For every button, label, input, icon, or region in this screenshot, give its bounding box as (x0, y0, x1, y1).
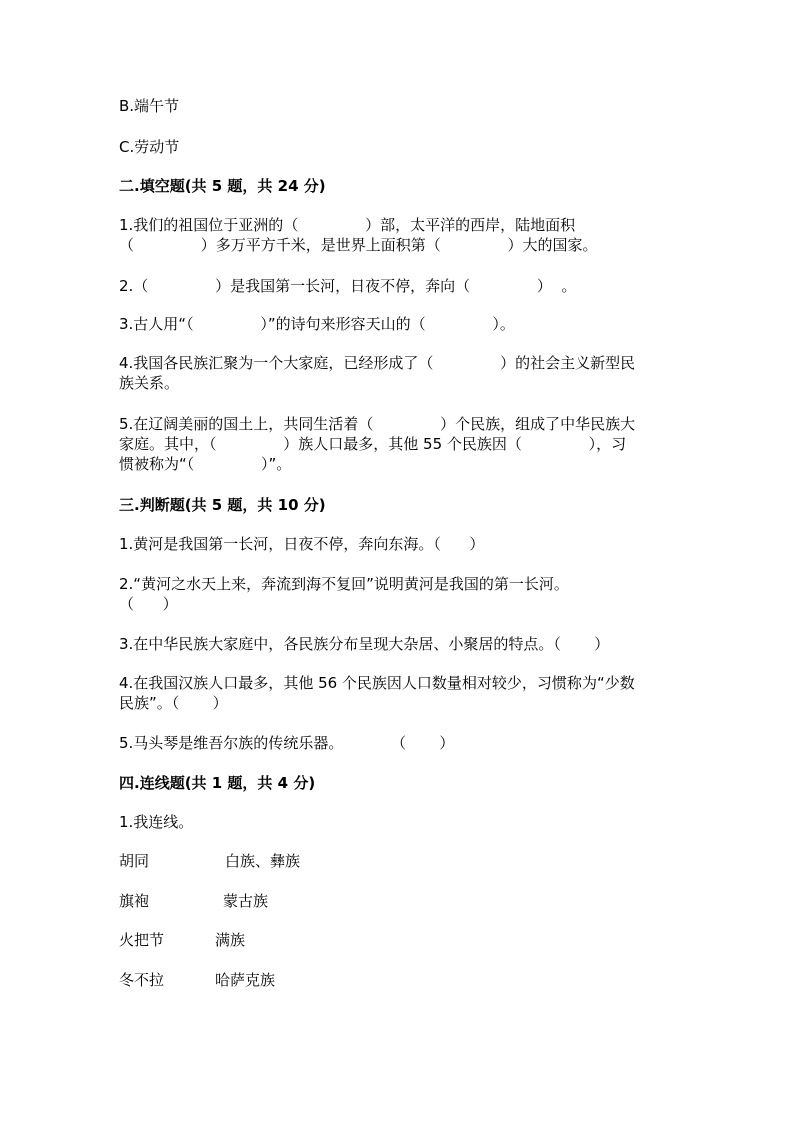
match-right-item: 满族 (215, 931, 246, 949)
match-left-item: 旗袍 (119, 892, 150, 910)
match-left-item: 胡同 (119, 852, 150, 870)
match-q1: 1.我连线。 (119, 813, 194, 831)
option-b: B.端午节 (119, 97, 180, 115)
option-c: C.劳动节 (119, 138, 180, 156)
fill-q5-line3: 惯被称为“（ ）”。 (119, 455, 292, 473)
section-title-matching: 四.连线题(共 1 题，共 4 分) (119, 774, 316, 792)
match-right-item: 哈萨克族 (215, 971, 276, 989)
tf-q2-line2: （ ） (119, 595, 178, 613)
tf-q1: 1.黄河是我国第一长河，日夜不停，奔向东海。（ ） (119, 535, 485, 553)
match-left-item: 火把节 (119, 931, 165, 949)
tf-q2-line1: 2.“黄河之水天上来，奔流到海不复回”说明黄河是我国的第一长河。 (119, 575, 569, 593)
fill-q5-line2: 家庭。其中，（ ）族人口最多，其他 55 个民族因（ ），习 (119, 435, 627, 453)
match-left-item: 冬不拉 (119, 971, 165, 989)
section-title-fill-blank: 二.填空题(共 5 题，共 24 分) (119, 177, 326, 195)
tf-q4-line2: 民族”。（ ） (119, 694, 228, 712)
match-right-item: 白族、彝族 (225, 852, 301, 870)
fill-q1-line1: 1.我们的祖国位于亚洲的（ ）部，太平洋的西岸，陆地面积 (119, 216, 576, 234)
fill-q3: 3.古人用“（ ）”的诗句来形容天山的（ ）。 (119, 315, 515, 333)
tf-q4-line1: 4.在我国汉族人口最多，其他 56 个民族因人口数量相对较少，习惯称为“少数 (119, 674, 635, 692)
tf-q3: 3.在中华民族大家庭中，各民族分布呈现大杂居、小聚居的特点。（ ） (119, 635, 610, 653)
fill-q2: 2.（ ）是我国第一长河，日夜不停，奔向（ ） 。 (119, 277, 577, 295)
tf-q5: 5.马头琴是维吾尔族的传统乐器。 （ ） (119, 734, 455, 752)
fill-q4-line1: 4.我国各民族汇聚为一个大家庭，已经形成了（ ）的社会主义新型民 (119, 354, 636, 372)
fill-q5-line1: 5.在辽阔美丽的国土上，共同生活着（ ）个民族，组成了中华民族大 (119, 415, 636, 433)
section-title-true-false: 三.判断题(共 5 题，共 10 分) (119, 496, 326, 514)
match-right-item: 蒙古族 (223, 892, 269, 910)
fill-q4-line2: 族关系。 (119, 374, 180, 392)
fill-q1-line2: （ ）多万平方千米，是世界上面积第（ ）大的国家。 (119, 236, 598, 254)
